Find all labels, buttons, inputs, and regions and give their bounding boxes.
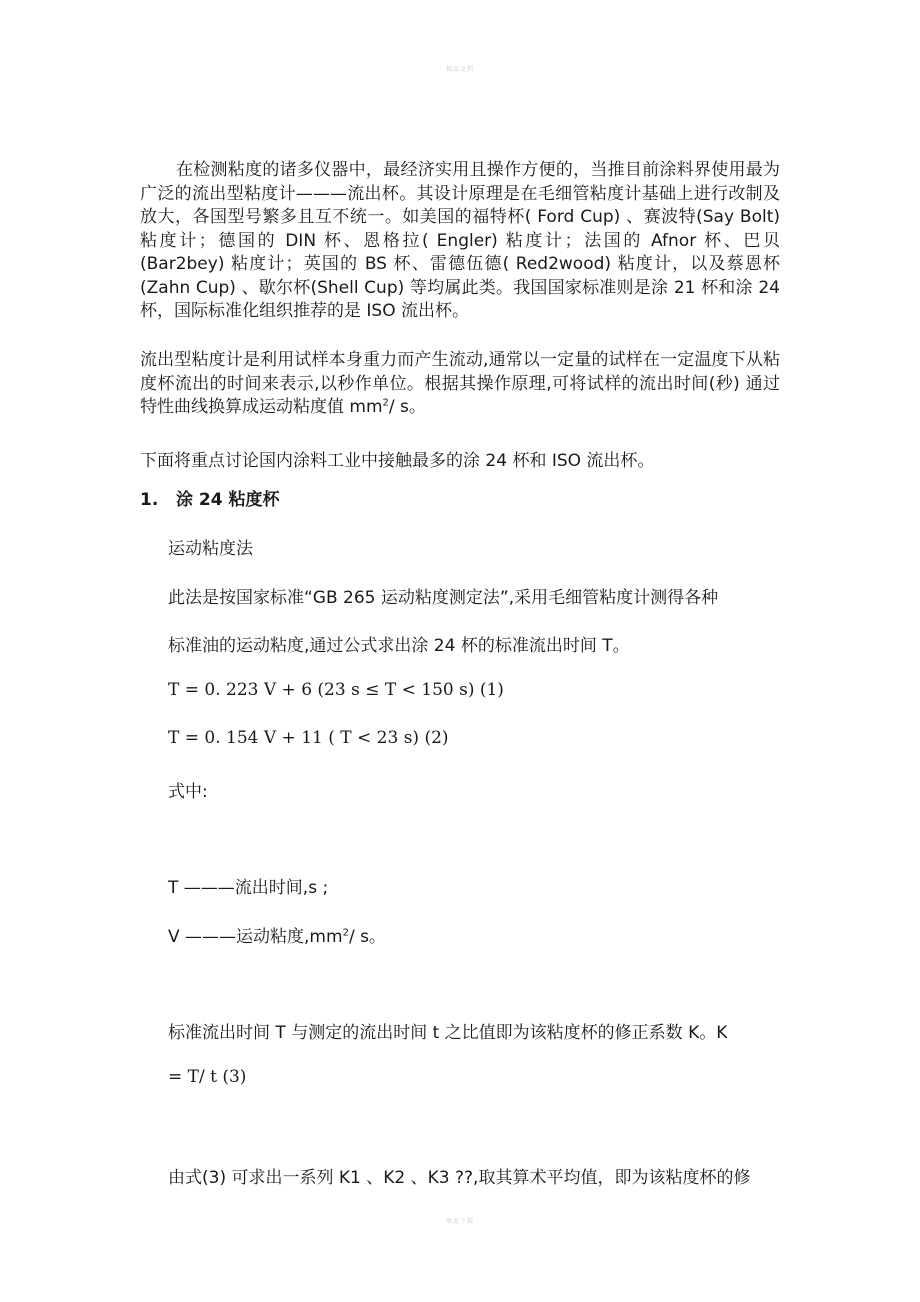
last-text-line: 由式(3) 可求出一系列 K1 、K2 、K3 ??,取其算术平均值，即为该粘度杯的修 <box>168 1168 751 1188</box>
section-title: 涂 24 粘度杯 <box>176 490 280 510</box>
header-watermark: 精品文档 <box>445 66 474 73</box>
principle-superscript: 2 <box>382 397 389 409</box>
paragraph-overview: 下面将重点讨论国内涂料工业中接触最多的涂 24 杯和 ISO 流出杯。 <box>140 451 655 471</box>
where-label: 式中: <box>168 782 208 802</box>
definition-V-text: V ———运动粘度,mm <box>168 927 343 947</box>
paragraph-intro: 在检测粘度的诸多仪器中，最经济实用且操作方便的，当推目前涂料界使用最为广泛的流出型粘度计———流出杯。其设计原理是在毛细管粘度计基础上进行改制及放大，各国型号繁多且互不统一。如美国的福特杯( Ford Cup) 、赛波特(Say Bolt) 粘度计；德国的 DIN 杯、恩格拉( Engler) 粘度计；法国的 Afnor 杯、巴贝(Bar2bey) 粘度计；英国的 BS 杯、雷德伍德( Red2wood) 粘度计，以及蔡恩杯(Zahn Cup) 、歇尔杯(Shell Cup) 等均属此类。我国国家标准则是涂 21 杯和涂 24 杯，国际标准化组织推荐的是 ISO 流出杯。 <box>140 160 780 321</box>
definition-V <box>168 922 788 947</box>
section-number: 1. <box>140 490 159 510</box>
formula-1: T = 0. 223 V + 6 (23 s ≤ T < 150 s) (1) <box>168 680 504 700</box>
definition-V-tail: / s。 <box>348 927 386 947</box>
definition-V-superscript: 2 <box>342 927 349 939</box>
footer-watermark: 欢迎下载 <box>445 1218 474 1225</box>
subsection-title: 运动粘度法 <box>168 539 253 559</box>
correction-formula: = T/ t (3) <box>168 1067 247 1087</box>
paragraph-principle <box>140 349 780 420</box>
correction-text-line-1: 标准流出时间 T 与测定的流出时间 t 之比值即为该粘度杯的修正系数 K。K <box>168 1023 728 1043</box>
principle-unit-tail: / s。 <box>388 397 426 417</box>
formula-2: T = 0. 154 V + 11 ( T < 23 s) (2) <box>168 728 449 748</box>
method-text-line-2: 标准油的运动粘度,通过公式求出涂 24 杯的标准流出时间 T。 <box>168 636 630 656</box>
method-text-line-1: 此法是按国家标准“GB 265 运动粘度测定法”,采用毛细管粘度计测得各种 <box>168 588 719 608</box>
definition-T: T ———流出时间,s ; <box>168 878 329 898</box>
section-heading <box>140 485 280 510</box>
principle-text: 流出型粘度计是利用试样本身重力而产生流动,通常以一定量的试样在一定温度下从粘度杯流出的时间来表示,以秒作单位。根据其操作原理,可将试样的流出时间(秒) 通过特性曲线换算成运动粘度值 mm <box>140 350 780 417</box>
